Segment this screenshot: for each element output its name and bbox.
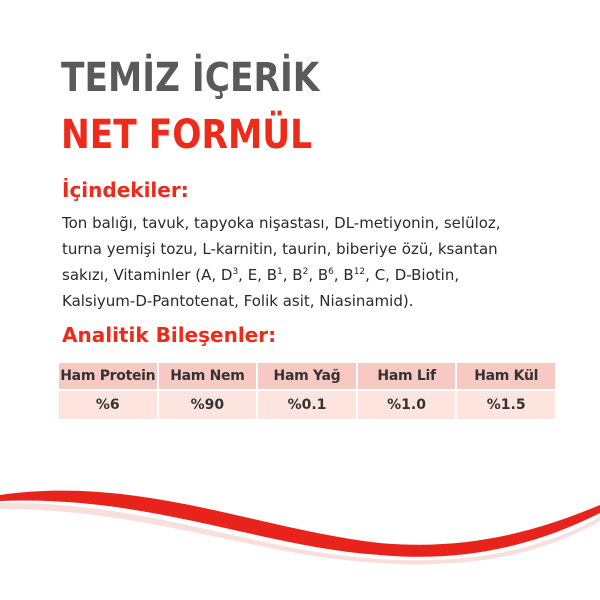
- ingredients-text-part: , B: [333, 266, 354, 284]
- analysis-table: [59, 363, 555, 419]
- table-header-cell: Ham Yağ: [257, 363, 357, 390]
- ingredients-line: [62, 262, 582, 288]
- headline-line-1: TEMİZ İÇERİK: [61, 55, 320, 101]
- ingredients-title: İçindekiler:: [62, 178, 189, 202]
- ingredients-text-part: , C, D-Biotin,: [365, 266, 460, 284]
- decorative-wave: [0, 455, 600, 600]
- table-header-cell: Ham Kül: [456, 363, 555, 390]
- superscript: 3: [232, 267, 239, 277]
- ingredients-text-part: , B: [308, 266, 329, 284]
- ingredients-text-part: sakızı, Vitaminler (A, D: [62, 266, 233, 284]
- ingredients-text-part: , B: [282, 266, 303, 284]
- headline-line-2: NET FORMÜL: [61, 112, 313, 158]
- table-cell: %90: [158, 390, 258, 419]
- ingredients-line: Kalsiyum-D-Pantotenat, Folik asit, Niasinamid).: [62, 292, 414, 310]
- table-cell: %1.5: [456, 390, 555, 419]
- table-cell: %1.0: [357, 390, 457, 419]
- superscript: 12: [353, 267, 366, 277]
- table-cell: %6: [59, 390, 158, 419]
- table-cell: %0.1: [257, 390, 357, 419]
- superscript: 1: [277, 267, 283, 277]
- table-header-row: [59, 363, 555, 390]
- analysis-title: Analitik Bileşenler:: [62, 323, 277, 347]
- table-header-cell: Ham Nem: [158, 363, 258, 390]
- superscript: 2: [302, 267, 309, 277]
- table-header-cell: Ham Lif: [357, 363, 457, 390]
- ingredients-text: [62, 210, 582, 314]
- wave-shape: [0, 491, 600, 557]
- table-row: [59, 390, 555, 419]
- ingredients-text-part: , E, B: [238, 266, 278, 284]
- ingredients-line: Ton balığı, tavuk, tapyoka nişastası, DL-metiyonin, selüloz,: [62, 214, 501, 232]
- superscript: 6: [328, 267, 334, 277]
- ingredients-line: turna yemişi tozu, L-karnitin, taurin, biberiye özü, ksantan: [62, 240, 498, 258]
- table-header-cell: Ham Protein: [59, 363, 158, 390]
